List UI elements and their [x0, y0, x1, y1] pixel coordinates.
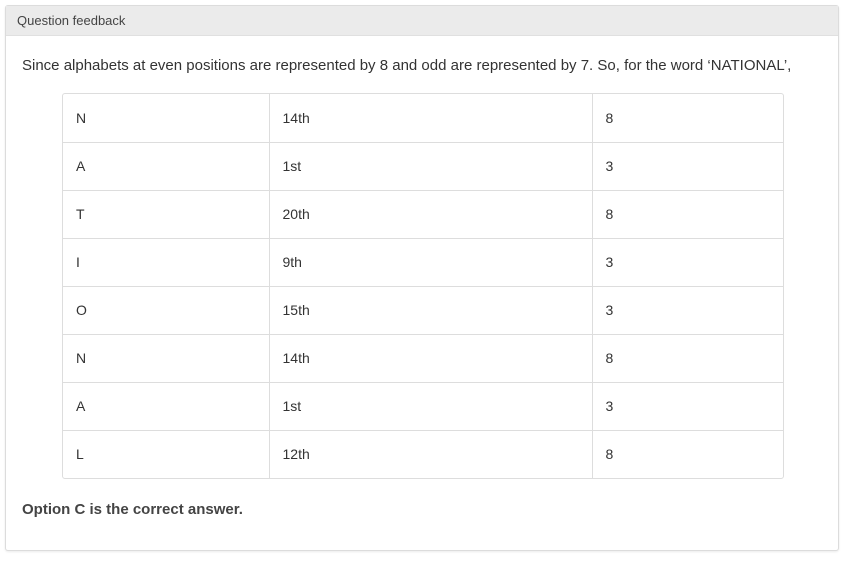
panel-header: Question feedback	[6, 6, 838, 36]
table-row	[63, 142, 783, 190]
letter-cell: A	[63, 142, 269, 190]
question-feedback-panel	[5, 5, 839, 551]
table-row	[63, 190, 783, 238]
letter-cell: O	[63, 286, 269, 334]
position-cell: 15th	[269, 286, 592, 334]
table-row	[63, 382, 783, 430]
position-cell: 12th	[269, 430, 592, 478]
code-cell: 3	[592, 382, 783, 430]
code-cell: 3	[592, 286, 783, 334]
letter-cell: I	[63, 238, 269, 286]
table-row	[63, 334, 783, 382]
table-row	[63, 286, 783, 334]
table-row	[63, 94, 783, 142]
letter-cell: A	[63, 382, 269, 430]
position-cell: 1st	[269, 382, 592, 430]
code-cell: 8	[592, 334, 783, 382]
position-cell: 1st	[269, 142, 592, 190]
letter-cell: N	[63, 334, 269, 382]
position-cell: 9th	[269, 238, 592, 286]
letter-cell: N	[63, 94, 269, 142]
position-cell: 20th	[269, 190, 592, 238]
letter-cell: T	[63, 190, 269, 238]
letter-position-table	[62, 93, 784, 479]
correct-answer-text: Option C is the correct answer.	[22, 501, 243, 518]
code-cell: 8	[605, 446, 614, 463]
feedback-text: Since alphabets at even positions are represented by 8 and odd are represented by 7. So, for the word ‘NATIONAL’,	[22, 57, 792, 74]
position-cell: 14th	[269, 94, 592, 142]
code-cell: 8	[592, 94, 783, 142]
position-cell: 14th	[269, 334, 592, 382]
code-cell: 3	[592, 238, 783, 286]
code-cell: 8	[592, 190, 783, 238]
table-row	[63, 430, 783, 478]
letter-cell: L	[63, 430, 269, 478]
table-row	[63, 238, 783, 286]
code-cell: 3	[592, 142, 783, 190]
